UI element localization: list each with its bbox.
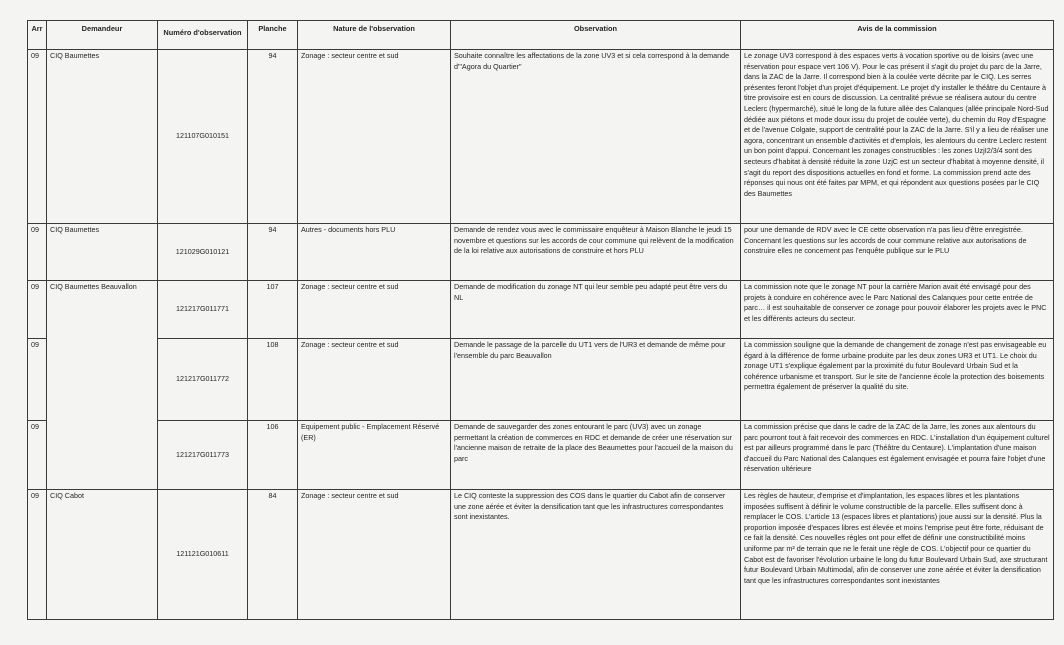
cell-nature: Autres - documents hors PLU xyxy=(298,224,451,281)
table-row xyxy=(28,224,1054,281)
cell-nature: Zonage : secteur centre et sud xyxy=(298,281,451,339)
cell-numero: 121217G011772 xyxy=(158,339,248,421)
cell-avis: La commission souligne que la demande de changement de zonage n'est pas envisageable eu égard à la différence de forme urbaine produite par les deux zones UR3 et UT1. Le choix du zonage UT1 s'explique également par la proximité du futur Boulevard Urbain Sud et la cohérence urbanisme et transport. Sur le site de l'ancienne école la protection des boisements permettra également de préserver la qualité du site. xyxy=(741,339,1054,421)
cell-planche: 94 xyxy=(248,224,298,281)
header-arr: Arr xyxy=(28,21,47,50)
cell-arr: 09 xyxy=(28,281,47,339)
header-nature: Nature de l'observation xyxy=(298,21,451,50)
cell-nature: Zonage : secteur centre et sud xyxy=(298,490,451,620)
table-row xyxy=(28,490,1054,620)
cell-avis: Le zonage UV3 correspond à des espaces verts à vocation sportive ou de loisirs (avec une réservation pour espace vert 106 V). Pour le cas présent il s'agit du projet du parc de la Jarre, dans la ZAC de la Jarre. Il correspond bien à la coulée verte décrite par le CIQ. Les serres présentes feront l'objet d'un projet d'équipement. Le projet d'y installer le théâtre du Centaure à titre provisoire est en cours de discussion. La centralité prévue se réalisera autour du centre Leclerc (hypermarché), situé le long de la future allée des Calanques (allée principale Nord-Sud dédiée aux piétons et mode doux issu du projet de coulée verte), du chemin du Roy d'Espagne et de l'avenue Colgate, support de centralité pour la ZAC de la Jarre. S'il y a lieu de réaliser une agora, concentrant un ensemble d'activités et d'emplois, les alentours du centre Leclerc restent un bon point d'appui. Concernant les zonages constructibles : les zones UzjI2/3/4 sont des secteurs d'habitat à densité réduite la zone UzjC est un secteur d'habitat à moyenne densité, il s'agit du report des dispositions actuelles en fond et forme. La commission prend acte des réponses qui nous ont été faites par MPM, et qui répondent aux questions posées par le CIQ des Baumettes xyxy=(741,50,1054,224)
header-planche: Planche xyxy=(248,21,298,50)
cell-nature: Zonage : secteur centre et sud xyxy=(298,50,451,224)
cell-planche: 108 xyxy=(248,339,298,421)
header-demandeur: Demandeur xyxy=(47,21,158,50)
cell-observation: Le CIQ conteste la suppression des COS dans le quartier du Cabot afin de conserver une zone aérée et éviter la densification tant que les infrastructures correspondantes sont inexistantes. xyxy=(451,490,741,620)
cell-planche: 107 xyxy=(248,281,298,339)
cell-avis: La commission précise que dans le cadre de la ZAC de la Jarre, les zones aux alentours du parc pourront tout à fait recevoir des commerces en RDC. L'installation d'un équipement culturel est par ailleurs programmé dans le parc (Théâtre du Centaure). L'implantation d'une maison d'accueil du Parc National des Calanques est également envisagée et pourra faire l'objet d'une réservation ultérieure xyxy=(741,421,1054,490)
observations-table xyxy=(27,20,1054,620)
cell-arr: 09 xyxy=(28,339,47,421)
header-avis: Avis de la commission xyxy=(741,21,1054,50)
table-row xyxy=(28,281,1054,339)
header-observation: Observation xyxy=(451,21,741,50)
cell-demandeur xyxy=(47,421,158,490)
table-row xyxy=(28,421,1054,490)
cell-avis: Les règles de hauteur, d'emprise et d'implantation, les espaces libres et les plantations imposées suffisent à définir le volume constructible de la parcelle. Elles suffisent donc à remplacer le COS. L'article 13 (espaces libres et plantations) joue aussi sur la densité. Plus la proportion imposée d'espaces libres est élevée et moins l'emprise peut être forte, réduisant de ce fait la densité. Ces nouvelles règles ont pour effet de définir une constructibilité moins uniforme par m² de terrain que ne le ferait une règle de COS. L'objectif pour ce quartier du Cabot est de favoriser l'évolution urbaine le long du futur Boulevard Urbain Sud, axe structurant futur Boulevard Urbain Multimodal, afin de conserver une zone aérée et éviter la densification tant que les infrastructures correspondantes sont inexistantes xyxy=(741,490,1054,620)
cell-observation: Demande de sauvegarder des zones entourant le parc (UV3) avec un zonage permettant la création de commerces en RDC et demande de créer une réservation sur l'ancienne maison de retraite de la place des Beaumettes pour l'accueil de la maison du parc xyxy=(451,421,741,490)
cell-observation: Demande le passage de la parcelle du UT1 vers de l'UR3 et demande de même pour l'ensemble du parc Beauvallon xyxy=(451,339,741,421)
cell-numero: 121121G010611 xyxy=(158,490,248,620)
cell-observation: Souhaite connaître les affectations de la zone UV3 et si cela correspond à la demande d'"Agora du Quartier" xyxy=(451,50,741,224)
cell-numero: 121217G011771 xyxy=(158,281,248,339)
cell-arr: 09 xyxy=(28,224,47,281)
cell-demandeur: CIQ Baumettes xyxy=(47,50,158,224)
cell-demandeur xyxy=(47,339,158,421)
cell-planche: 84 xyxy=(248,490,298,620)
cell-arr: 09 xyxy=(28,421,47,490)
cell-observation: Demande de modification du zonage NT qui leur semble peu adapté peut être vers du NL xyxy=(451,281,741,339)
header-numero: Numéro d'observation xyxy=(158,21,248,50)
table-row xyxy=(28,339,1054,421)
cell-observation: Demande de rendez vous avec le commissaire enquêteur à Maison Blanche le jeudi 15 novembre et questions sur les accords de cour commune qui relèvent de la modification de la loi relative aux autorisations de construire et hors PLU xyxy=(451,224,741,281)
cell-numero: 121107G010151 xyxy=(158,50,248,224)
cell-numero: 121029G010121 xyxy=(158,224,248,281)
table-row xyxy=(28,50,1054,224)
cell-planche: 94 xyxy=(248,50,298,224)
cell-numero: 121217G011773 xyxy=(158,421,248,490)
cell-demandeur: CIQ Baumettes Beauvallon xyxy=(47,281,158,339)
cell-arr: 09 xyxy=(28,50,47,224)
cell-demandeur: CIQ Baumettes xyxy=(47,224,158,281)
cell-avis: pour une demande de RDV avec le CE cette observation n'a pas lieu d'être enregistrée. Concernant les questions sur les accords de cour commune relative aux autorisations de construire elles ne concernent pas l'enquête publique sur le PLU xyxy=(741,224,1054,281)
cell-nature: Equipement public - Emplacement Réservé (ER) xyxy=(298,421,451,490)
cell-avis: La commission note que le zonage NT pour la carrière Marion avait été envisagé pour des projets à conduire en cohérence avec le Parc National des Calanques pour cette entrée de parc… il est souhaitable de conserver ce zonage pour pouvoir élaborer les projets avec le PNC et les différents acteurs du secteur. xyxy=(741,281,1054,339)
cell-planche: 106 xyxy=(248,421,298,490)
cell-nature: Zonage : secteur centre et sud xyxy=(298,339,451,421)
cell-arr: 09 xyxy=(28,490,47,620)
cell-demandeur: CIQ Cabot xyxy=(47,490,158,620)
header-row xyxy=(28,21,1054,50)
